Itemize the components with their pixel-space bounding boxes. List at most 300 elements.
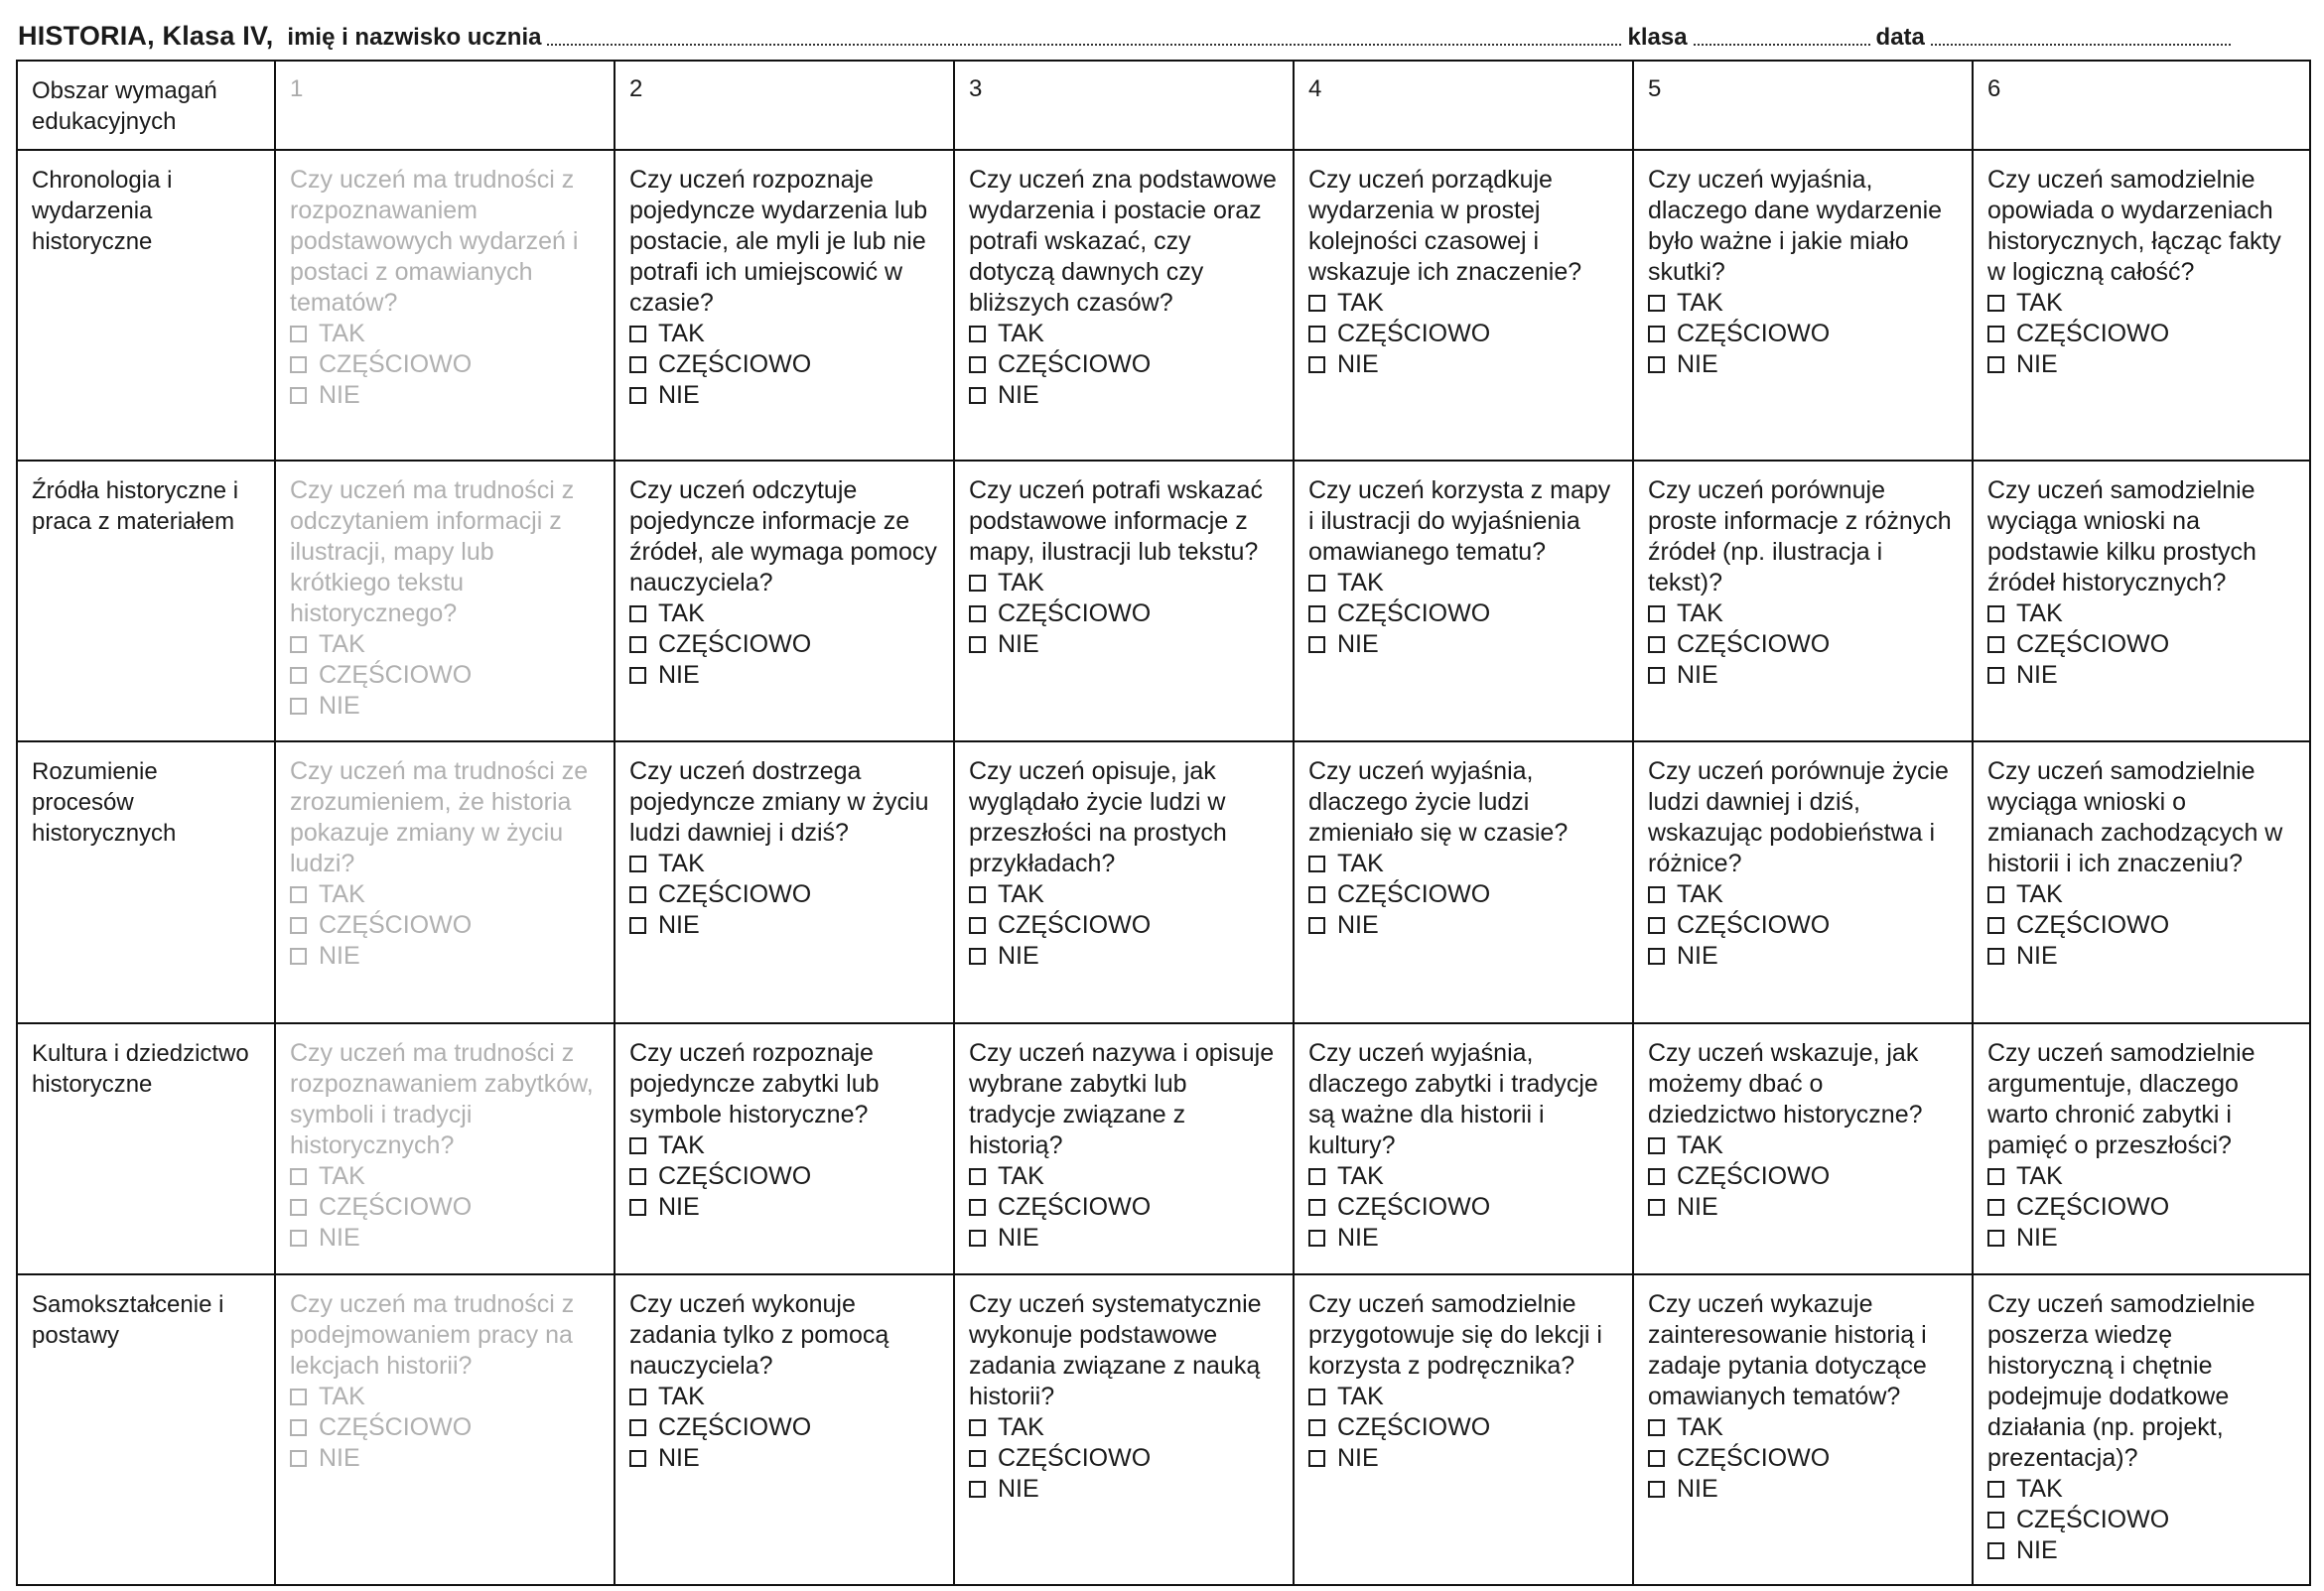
area-name: Rozumienie procesów historycznych [17,741,275,1022]
checkbox-icon[interactable] [1308,326,1325,342]
answer-option[interactable] [629,1412,939,1443]
checkbox-icon[interactable] [629,1168,646,1185]
checkbox-icon[interactable] [629,387,646,404]
criterion-question: Czy uczeń samodzielnie wyciąga wnioski na podstawie kilku prostych źródeł historycznych? [1987,476,2256,597]
checkbox-icon[interactable] [1308,356,1325,373]
checkbox-icon[interactable] [1987,1542,2004,1559]
date-field[interactable] [1931,44,2231,46]
answer-option[interactable] [1648,660,1958,691]
criterion-question: Czy uczeń samodzielnie poszerza wiedzę historyczną i chętnie podejmuje dodatkowe działania (np. projekt, prezentacja)? [1987,1289,2256,1472]
answer-option[interactable] [1987,1223,2295,1254]
answer-option-label: TAK [2016,1474,2063,1503]
answer-option-label: NIE [1337,1223,1379,1252]
checkbox-icon[interactable] [1308,1389,1325,1405]
criterion-cell-grade-3 [954,741,1294,1022]
answer-option-label: NIE [1677,942,1718,971]
criterion-question: Czy uczeń systematycznie wykonuje podstawowe zadania związane z nauką historii? [969,1289,1262,1410]
checkbox-icon[interactable] [969,1481,986,1498]
checkbox-icon[interactable] [1987,886,2004,903]
answer-option-label: CZĘŚCIOWO [319,350,473,378]
answer-option[interactable] [1308,1443,1618,1474]
checkbox-icon[interactable] [290,356,307,373]
checkbox-icon[interactable] [1648,667,1665,684]
answer-option-label: TAK [319,1161,365,1190]
criterion-question: Czy uczeń zna podstawowe wydarzenia i postacie oraz potrafi wskazać, czy dotyczą dawnych czy bliższych czasów? [969,166,1277,317]
document-header [18,12,2291,52]
checkbox-icon[interactable] [1308,605,1325,622]
checkbox-icon[interactable] [969,1199,986,1216]
area-name: Źródła historyczne i praca z materiałem [17,461,275,741]
checkbox-icon[interactable] [969,948,986,965]
checkbox-icon[interactable] [1308,575,1325,592]
answer-option-label: CZĘŚCIOWO [658,630,812,659]
checkbox-icon[interactable] [1987,1168,2004,1185]
document-title: HISTORIA, Klasa IV, [18,21,274,51]
answer-option[interactable] [629,598,939,629]
answer-option[interactable] [290,380,600,411]
criterion-question: Czy uczeń samodzielnie przygotowuje się do lekcji i korzysta z podręcznika? [1308,1289,1602,1380]
answer-option[interactable] [1308,1412,1618,1443]
answer-option-label: TAK [1677,880,1723,909]
answer-option[interactable] [1648,1474,1958,1505]
checkbox-icon[interactable] [629,1419,646,1436]
answer-option[interactable] [969,1192,1279,1223]
criterion-cell-grade-6 [1973,1274,2310,1585]
answer-option[interactable] [290,1223,600,1254]
answer-option[interactable] [1987,1535,2295,1566]
checkbox-icon[interactable] [1987,917,2004,934]
checkbox-icon[interactable] [290,667,307,684]
answer-option[interactable] [1308,1223,1618,1254]
criterion-question: Czy uczeń porównuje proste informacje z różnych źródeł (np. ilustracja i tekst)? [1648,476,1952,597]
answer-option-label: TAK [1337,1382,1384,1410]
answer-option[interactable] [1648,1412,1958,1443]
checkbox-icon[interactable] [1987,667,2004,684]
checkbox-icon[interactable] [1987,1230,2004,1247]
criterion-question: Czy uczeń nazywa i opisuje wybrane zabytki lub tradycje związane z historią? [969,1038,1275,1159]
checkbox-icon[interactable] [1648,917,1665,934]
table-row [17,150,2310,461]
checkbox-icon[interactable] [969,1450,986,1467]
answer-option[interactable] [1308,910,1618,941]
answer-option[interactable] [969,1412,1279,1443]
answer-option[interactable] [1648,879,1958,910]
answer-option-label: NIE [1677,1474,1718,1503]
checkbox-icon[interactable] [1648,948,1665,965]
criterion-cell-grade-2 [615,461,954,741]
checkbox-icon[interactable] [290,948,307,965]
answer-option-label: TAK [319,1382,365,1410]
answer-option[interactable] [1648,1192,1958,1223]
answer-option[interactable] [1987,1192,2295,1223]
checkbox-icon[interactable] [1308,636,1325,653]
checkbox-icon[interactable] [1648,356,1665,373]
criterion-cell-grade-2 [615,150,954,461]
answer-option[interactable] [290,910,600,941]
answer-option-label: NIE [2016,1223,2058,1252]
criterion-cell-grade-1 [275,461,615,741]
answer-option[interactable] [629,1161,939,1192]
checkbox-icon[interactable] [1987,1512,2004,1528]
answer-option[interactable] [290,660,600,691]
answer-option-label: TAK [1677,289,1723,317]
checkbox-icon[interactable] [969,1230,986,1247]
answer-option[interactable] [1648,349,1958,380]
criterion-cell-grade-6 [1973,150,2310,461]
answer-option-label: TAK [658,320,705,347]
answer-option[interactable] [629,1382,939,1412]
answer-option-label: NIE [319,942,360,971]
answer-option-label: CZĘŚCIOWO [1677,911,1831,940]
checkbox-icon[interactable] [290,1199,307,1216]
answer-option[interactable] [969,941,1279,972]
answer-option-label: NIE [998,942,1039,971]
answer-option[interactable] [629,380,939,411]
answer-option-label: NIE [658,381,700,409]
answer-option[interactable] [1987,319,2295,349]
checkbox-icon[interactable] [629,636,646,653]
answer-option-label: NIE [1677,350,1718,378]
answer-option[interactable] [1308,629,1618,660]
answer-option[interactable] [969,910,1279,941]
answer-option-label: CZĘŚCIOWO [319,911,473,940]
checkbox-icon[interactable] [629,1137,646,1154]
answer-option-label: NIE [658,911,700,940]
answer-option[interactable] [1987,910,2295,941]
checkbox-icon[interactable] [969,917,986,934]
answer-option[interactable] [1308,879,1618,910]
checkbox-icon[interactable] [290,326,307,342]
answer-option-label: CZĘŚCIOWO [998,1192,1152,1221]
answer-option[interactable] [629,879,939,910]
grade-1-header: 1 [275,61,615,150]
checkbox-icon[interactable] [969,605,986,622]
checkbox-icon[interactable] [1308,1419,1325,1436]
table-header-row [17,61,2310,150]
answer-option[interactable] [290,691,600,722]
answer-option-label: NIE [998,1223,1039,1252]
answer-option-label: CZĘŚCIOWO [2016,1192,2170,1221]
student-name-label: imię i nazwisko ucznia [287,24,542,51]
criterion-question: Czy uczeń ma trudności z odczytaniem informacji z ilustracji, mapy lub krótkiego tekstu historycznego? [290,476,575,628]
answer-option-label: CZĘŚCIOWO [1677,320,1831,347]
answer-option-label: NIE [998,1474,1039,1503]
checkbox-icon[interactable] [1648,636,1665,653]
grade-4-header: 4 [1294,61,1633,150]
answer-option[interactable] [290,1443,600,1474]
checkbox-icon[interactable] [1308,856,1325,872]
checkbox-icon[interactable] [1648,1199,1665,1216]
checkbox-icon[interactable] [1987,1481,2004,1498]
table-row [17,741,2310,1022]
checkbox-icon[interactable] [1987,636,2004,653]
checkbox-icon[interactable] [290,1230,307,1247]
answer-option[interactable] [1987,288,2295,319]
answer-option[interactable] [1308,288,1618,319]
answer-option[interactable] [1987,879,2295,910]
criterion-question: Czy uczeń korzysta z mapy i ilustracji do wyjaśnienia omawianego tematu? [1308,476,1611,567]
answer-option[interactable] [290,1382,600,1412]
grade-5-header: 5 [1633,61,1973,150]
criterion-cell-grade-4 [1294,1274,1633,1585]
answer-option-label: CZĘŚCIOWO [1677,1161,1831,1190]
answer-option[interactable] [1648,319,1958,349]
class-field[interactable] [1694,44,1870,46]
answer-option[interactable] [629,319,939,349]
criterion-question: Czy uczeń wykonuje zadania tylko z pomocą nauczyciela? [629,1289,889,1380]
answer-option-label: CZĘŚCIOWO [998,350,1152,378]
checkbox-icon[interactable] [629,356,646,373]
criterion-cell-grade-3 [954,461,1294,741]
answer-option-label: CZĘŚCIOWO [319,1192,473,1221]
checkbox-icon[interactable] [1648,1168,1665,1185]
checkbox-icon[interactable] [1987,326,2004,342]
answer-option[interactable] [290,1161,600,1192]
checkbox-icon[interactable] [1648,1481,1665,1498]
checkbox-icon[interactable] [969,1168,986,1185]
answer-option-label: TAK [2016,289,2063,317]
answer-option-label: NIE [1337,350,1379,378]
checkbox-icon[interactable] [1648,886,1665,903]
checkbox-icon[interactable] [629,1389,646,1405]
checkbox-icon[interactable] [1308,917,1325,934]
answer-option-label: TAK [2016,880,2063,909]
answer-option[interactable] [969,1443,1279,1474]
criterion-question: Czy uczeń ma trudności z rozpoznawaniem zabytków, symboli i tradycji historycznych? [290,1038,594,1159]
date-label: data [1875,24,1925,51]
criterion-question: Czy uczeń porządkuje wydarzenia w prostej kolejności czasowej i wskazuje ich znaczenie? [1308,166,1582,286]
criterion-question: Czy uczeń wykazuje zainteresowanie historią i zadaje pytania dotyczące omawianych tematów? [1648,1289,1927,1410]
student-name-field[interactable] [547,44,1621,46]
checkbox-icon[interactable] [969,636,986,653]
answer-option[interactable] [1308,349,1618,380]
answer-option[interactable] [1308,319,1618,349]
answer-option[interactable] [969,349,1279,380]
answer-option-label: CZĘŚCIOWO [998,599,1152,628]
answer-option[interactable] [629,910,939,941]
answer-option-label: NIE [2016,1535,2058,1564]
answer-option[interactable] [629,349,939,380]
answer-option[interactable] [969,879,1279,910]
criterion-cell-grade-1 [275,741,615,1022]
answer-option[interactable] [1648,288,1958,319]
checkbox-icon[interactable] [1308,295,1325,312]
checkbox-icon[interactable] [1648,1419,1665,1436]
checkbox-icon[interactable] [629,917,646,934]
answer-option[interactable] [1308,849,1618,879]
checkbox-icon[interactable] [629,1450,646,1467]
answer-option[interactable] [1308,598,1618,629]
answer-option-label: NIE [319,381,360,409]
answer-option-label: TAK [658,1130,705,1159]
checkbox-icon[interactable] [290,698,307,715]
answer-option-label: TAK [998,320,1044,347]
answer-option[interactable] [1308,1161,1618,1192]
answer-option[interactable] [290,879,600,910]
answer-option[interactable] [629,660,939,691]
answer-option[interactable] [1648,910,1958,941]
criterion-question: Czy uczeń potrafi wskazać podstawowe informacje z mapy, ilustracji lub tekstu? [969,476,1263,567]
checkbox-icon[interactable] [629,605,646,622]
criterion-question: Czy uczeń wskazuje, jak możemy dbać o dziedzictwo historyczne? [1648,1038,1923,1128]
answer-option-label: TAK [2016,1161,2063,1190]
checkbox-icon[interactable] [290,886,307,903]
answer-option-label: NIE [1337,911,1379,940]
answer-option[interactable] [1308,1192,1618,1223]
answer-option[interactable] [1648,598,1958,629]
checkbox-icon[interactable] [629,886,646,903]
checkbox-icon[interactable] [1308,1450,1325,1467]
answer-option-label: TAK [998,569,1044,597]
answer-option[interactable] [290,319,600,349]
answer-option[interactable] [969,319,1279,349]
checkbox-icon[interactable] [1987,1199,2004,1216]
grade-3-header: 3 [954,61,1294,150]
criterion-cell-grade-2 [615,741,954,1022]
answer-option[interactable] [969,1223,1279,1254]
answer-option[interactable] [969,1474,1279,1505]
checkbox-icon[interactable] [1987,295,2004,312]
answer-option[interactable] [1987,629,2295,660]
criterion-question: Czy uczeń wyjaśnia, dlaczego życie ludzi zmieniało się w czasie? [1308,757,1569,848]
answer-option[interactable] [1987,1161,2295,1192]
criterion-cell-grade-1 [275,1023,615,1274]
checkbox-icon[interactable] [290,1389,307,1405]
answer-option-label: CZĘŚCIOWO [998,1443,1152,1472]
criterion-cell-grade-6 [1973,461,2310,741]
checkbox-icon[interactable] [290,1419,307,1436]
answer-option[interactable] [290,1412,600,1443]
checkbox-icon[interactable] [969,575,986,592]
answer-option[interactable] [969,1161,1279,1192]
answer-option-label: TAK [658,850,705,878]
checkbox-icon[interactable] [969,326,986,342]
answer-option-label: CZĘŚCIOWO [319,1412,473,1441]
checkbox-icon[interactable] [969,1419,986,1436]
answer-option-label: CZĘŚCIOWO [1337,1412,1491,1441]
answer-option-label: TAK [1677,599,1723,628]
checkbox-icon[interactable] [1648,605,1665,622]
area-name: Chronologia i wydarzenia historyczne [17,150,275,461]
checkbox-icon[interactable] [1308,1168,1325,1185]
answer-option[interactable] [1648,1161,1958,1192]
answer-option-label: CZĘŚCIOWO [2016,320,2170,347]
answer-option[interactable] [629,1192,939,1223]
checkbox-icon[interactable] [969,886,986,903]
answer-option-label: TAK [658,1382,705,1410]
answer-option[interactable] [969,568,1279,598]
answer-option[interactable] [290,941,600,972]
criterion-question: Czy uczeń samodzielnie argumentuje, dlaczego warto chronić zabytki i pamięć o przeszłości? [1987,1038,2256,1159]
criterion-question: Czy uczeń odczytuje pojedyncze informacje ze źródeł, ale wymaga pomocy nauczyciela? [629,476,937,597]
criterion-cell-grade-2 [615,1274,954,1585]
checkbox-icon[interactable] [290,387,307,404]
checkbox-icon[interactable] [1308,886,1325,903]
criterion-cell-grade-2 [615,1023,954,1274]
answer-option[interactable] [969,598,1279,629]
answer-option[interactable] [629,1443,939,1474]
checkbox-icon[interactable] [1308,1230,1325,1247]
answer-option[interactable] [629,849,939,879]
answer-option[interactable] [1987,941,2295,972]
answer-option-label: CZĘŚCIOWO [998,911,1152,940]
answer-option[interactable] [969,629,1279,660]
answer-option[interactable] [1308,1382,1618,1412]
checkbox-icon[interactable] [1648,326,1665,342]
criterion-question: Czy uczeń samodzielnie opowiada o wydarzeniach historycznych, łącząc fakty w logiczną całość? [1987,166,2281,286]
checkbox-icon[interactable] [1308,1199,1325,1216]
answer-option[interactable] [1987,1474,2295,1505]
checkbox-icon[interactable] [1987,948,2004,965]
criterion-cell-grade-6 [1973,1023,2310,1274]
criterion-question: Czy uczeń wyjaśnia, dlaczego dane wydarzenie było ważne i jakie miało skutki? [1648,166,1943,286]
checkbox-icon[interactable] [629,667,646,684]
checkbox-icon[interactable] [629,856,646,872]
answer-option-label: NIE [1677,661,1718,690]
checkbox-icon[interactable] [629,1199,646,1216]
answer-option[interactable] [969,380,1279,411]
grade-6-header: 6 [1973,61,2310,150]
checkbox-icon[interactable] [1648,1450,1665,1467]
answer-option[interactable] [1648,941,1958,972]
table-row [17,461,2310,741]
answer-option[interactable] [1987,1505,2295,1535]
answer-option[interactable] [1648,629,1958,660]
answer-option[interactable] [1987,660,2295,691]
area-name: Kultura i dziedzictwo historyczne [17,1023,275,1274]
criterion-cell-grade-5 [1633,150,1973,461]
answer-option-label: TAK [319,880,365,909]
answer-option-label: CZĘŚCIOWO [2016,630,2170,659]
checkbox-icon[interactable] [290,1168,307,1185]
answer-option[interactable] [1987,598,2295,629]
answer-option[interactable] [290,629,600,660]
answer-option-label: TAK [1337,1161,1384,1190]
answer-option[interactable] [290,349,600,380]
checkbox-icon[interactable] [1648,295,1665,312]
answer-option[interactable] [290,1192,600,1223]
answer-option[interactable] [1648,1443,1958,1474]
answer-option-label: NIE [2016,350,2058,378]
answer-option[interactable] [629,629,939,660]
answer-option-label: NIE [658,1443,700,1472]
answer-option-label: TAK [998,1161,1044,1190]
checkbox-icon[interactable] [290,636,307,653]
checkbox-icon[interactable] [1987,605,2004,622]
answer-option[interactable] [1987,349,2295,380]
checkbox-icon[interactable] [1648,1137,1665,1154]
answer-option-label: NIE [658,661,700,690]
criterion-cell-grade-4 [1294,741,1633,1022]
criterion-cell-grade-4 [1294,461,1633,741]
checkbox-icon[interactable] [629,326,646,342]
answer-option[interactable] [629,1130,939,1161]
answer-option-label: CZĘŚCIOWO [2016,911,2170,940]
answer-option-label: CZĘŚCIOWO [658,1161,812,1190]
answer-option-label: CZĘŚCIOWO [658,880,812,909]
checkbox-icon[interactable] [290,1450,307,1467]
checkbox-icon[interactable] [290,917,307,934]
checkbox-icon[interactable] [969,387,986,404]
area-column-header: Obszar wymagań edukacyjnych [17,61,275,150]
answer-option-label: TAK [1677,1412,1723,1441]
answer-option[interactable] [1308,568,1618,598]
checkbox-icon[interactable] [969,356,986,373]
checkbox-icon[interactable] [1987,356,2004,373]
criterion-cell-grade-5 [1633,1274,1973,1585]
answer-option[interactable] [1648,1130,1958,1161]
answer-option-label: NIE [1337,1443,1379,1472]
